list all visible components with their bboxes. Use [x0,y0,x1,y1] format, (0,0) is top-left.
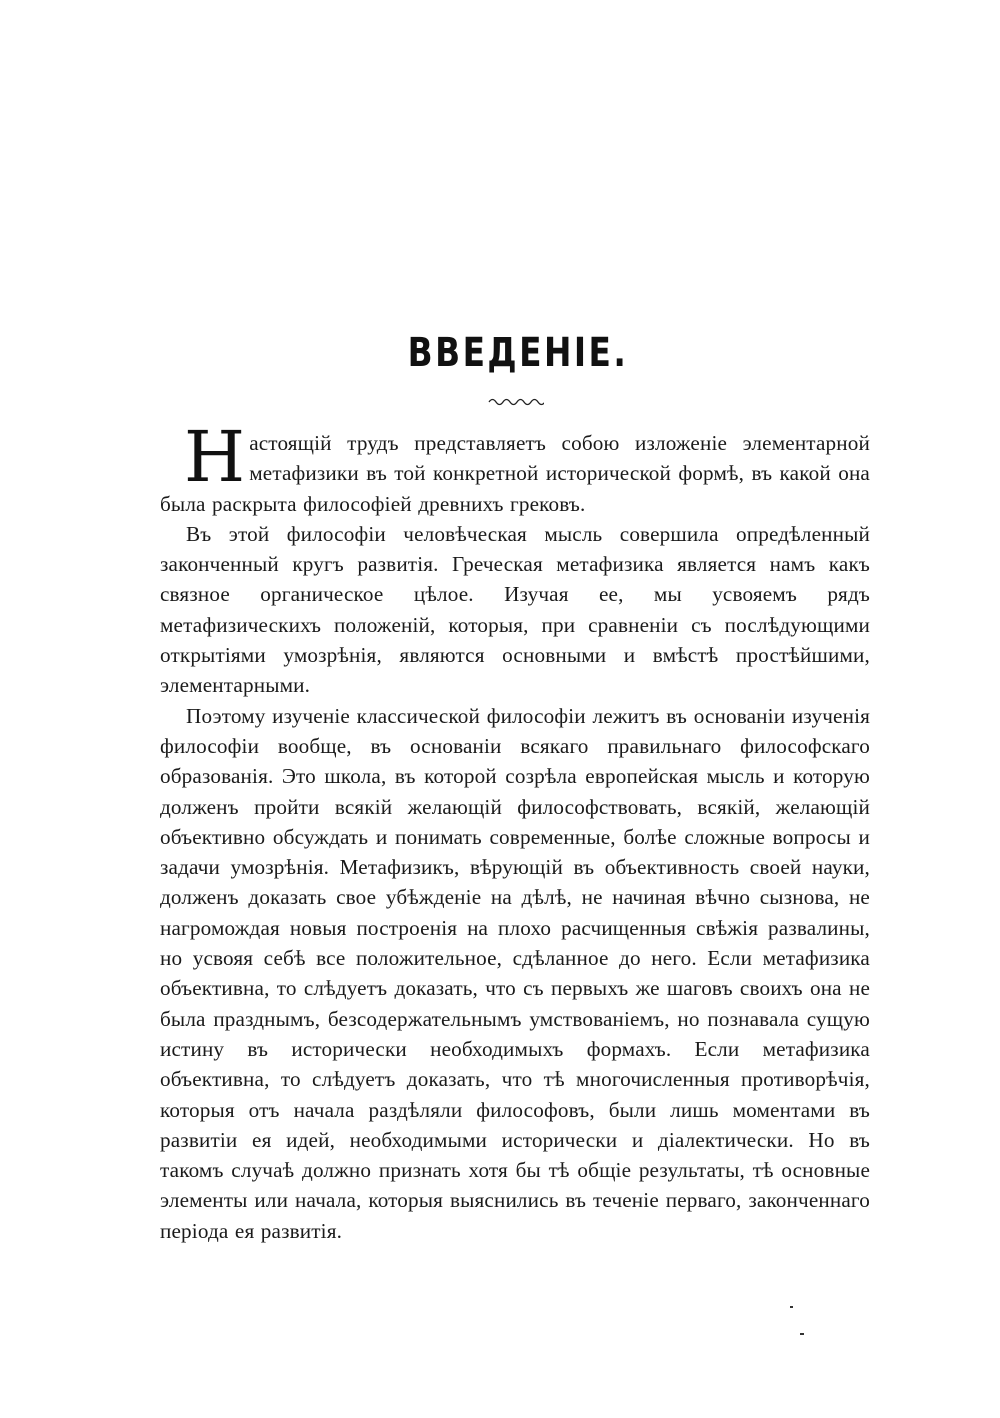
paragraph-1 [160,416,870,519]
chapter-title: ВВЕДЕНІЕ. [407,330,629,376]
wavy-ornament-divider [488,394,544,408]
body-text [160,416,870,1246]
paragraph-1-text: астоящій трудъ представляетъ собою изложеніе элементарной метафизики въ той конкретной исторической формѣ, въ какой она была раскрыта философіей древнихъ грековъ. [160,431,870,516]
print-speck [790,1306,793,1308]
drop-cap-letter: Н [184,416,246,498]
paragraph-3: Поэтому изученіе классической философіи лежитъ въ основаніи изученія философіи вообще, въ основаніи всякаго правильнаго философскаго образованія. Это школа, въ которой созрѣла европейская мысль и которую долженъ пройти всякій желающій философствовать, всякій, желающій объективно обсуждать и понимать современные, болѣе сложные вопросы и задачи умозрѣнія. Метафизикъ, вѣрующій въ объективность своей науки, долженъ доказать свое убѣжденіе на дѣлѣ, не начиная вѣчно сызнова, не нагромождая новыя построенія на плохо расчищенныя свѣжія развалины, но усвояя себѣ все положительное, сдѣланное до него. Если метафизика объективна, то слѣдуетъ доказать, что съ первыхъ же шаговъ своихъ она не была празднымъ, безсодержательнымъ умствованіемъ, но познавала сущую истину въ исторически необходимыхъ формахъ. Если метафизика объективна, то слѣдуетъ доказать, что тѣ многочисленныя противорѣчія, которыя отъ начала раздѣляли философовъ, были лишь моментами въ развитіи ея идей, необходимыми исторически и діалектически. Но въ такомъ случаѣ должно признать хотя бы тѣ общіе результаты, тѣ основные элементы или начала, которыя выяснились въ теченіе перваго, законченнаго періода ея развитія. [160,703,870,1243]
print-speck [800,1333,804,1335]
paragraph-2: Въ этой философіи человѣческая мысль совершила опредѣленный законченный кругъ развитія. Греческая метафизика является намъ какъ связное органическое цѣлое. Изучая ее, мы усвояемъ рядъ метафизическихъ положеній, которыя, при сравненіи съ послѣдующими открытіями умозрѣнія, являются основными и вмѣстѣ простѣйшими, элементарными. [160,521,870,698]
